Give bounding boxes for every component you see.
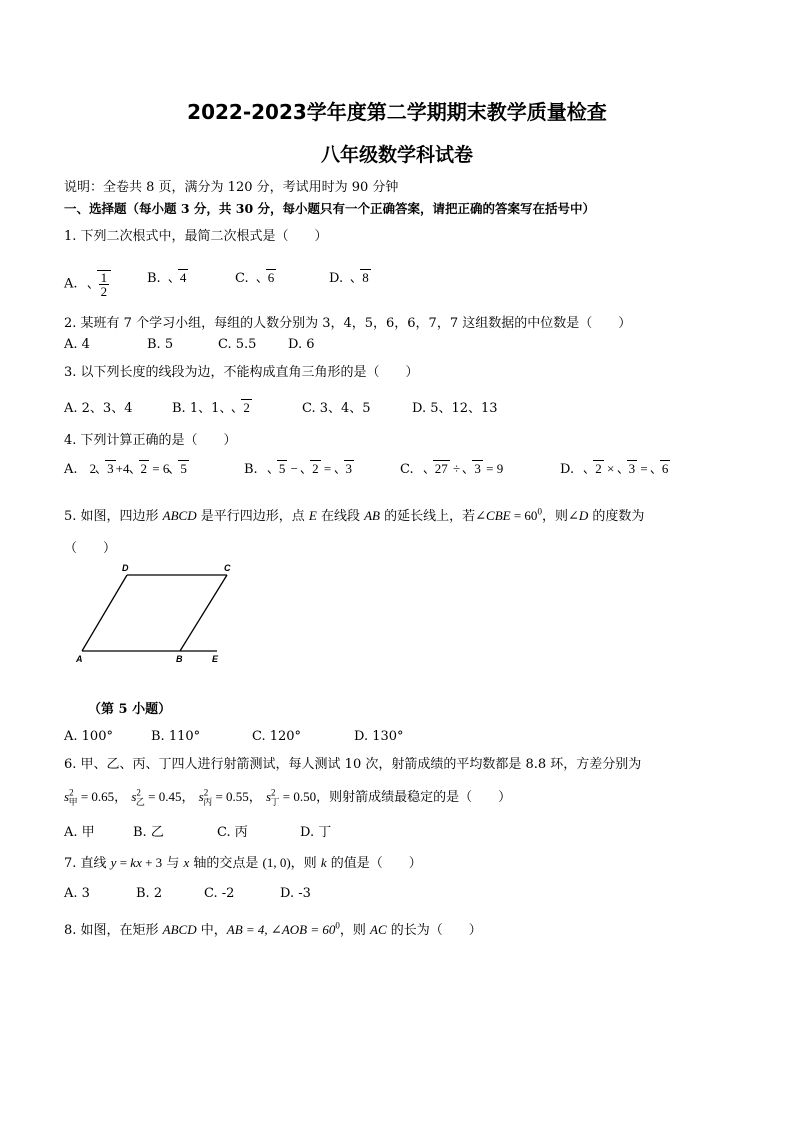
q6-sub-4: 丁	[270, 797, 280, 808]
q8-stem-a: 8. 如图，在矩形	[64, 923, 163, 938]
q5-stem-d: 的延长线上，若∠	[380, 509, 487, 524]
q7-option-d: D. -3	[280, 886, 311, 901]
q1-b-rad: 4	[179, 270, 187, 285]
q1-stem: 1. 下列二次根式中，最简二次根式是（ ）	[64, 229, 328, 244]
q4-d-label: D.	[560, 462, 575, 477]
parallelogram-figure	[72, 558, 242, 668]
q4-stem: 4. 下列计算正确的是（ ）	[64, 433, 237, 448]
q6-sub-2: 乙	[135, 797, 145, 808]
q6-option-d: D. 丁	[300, 825, 332, 840]
q4-option-b: B. 5 − 2 = 3	[244, 461, 353, 477]
fig-label-c: C	[224, 563, 231, 573]
q7-option-a: A. 3	[64, 886, 90, 901]
q4-option-a: A. 2 3 +4 2 = 6 5	[64, 461, 187, 477]
q2-option-b: B. 5	[147, 337, 174, 352]
q4-c-label: C.	[400, 462, 414, 477]
q5-abcd: ABCD	[162, 508, 197, 523]
q5-option-c: C. 120°	[252, 729, 302, 744]
q3-stem: 3. 以下列长度的线段为边，不能构成直角三角形的是（ ）	[64, 365, 419, 380]
q6-tail: ，则射箭成绩最稳定的是（ ）	[316, 790, 512, 805]
q1-option-d	[329, 270, 371, 286]
q1-d-rad: 8	[362, 270, 369, 285]
q5-stem-b: 是平行四边形，点	[196, 509, 309, 524]
fig-label-e: E	[212, 654, 219, 664]
section-heading: 一、选择题（每小题 3 分，共 30 分，每小题只有一个正确答案，请把正确的答案写在括号中）	[64, 201, 596, 216]
q5-option-b: B. 110°	[151, 729, 201, 744]
q8-stem	[64, 919, 482, 938]
fig-label-b: B	[176, 654, 183, 664]
q5-deg: 0	[537, 506, 542, 517]
fig-label-d: D	[122, 563, 129, 573]
q7-stem-b: 与	[162, 856, 184, 871]
q7-option-c: C. -2	[204, 886, 235, 901]
q8-deg: 0	[335, 920, 340, 931]
q6-option-a: A. 甲	[64, 825, 95, 840]
q1-a-den: 2	[100, 284, 108, 299]
q6-var-3: 0.55	[226, 789, 249, 804]
page-title: 2022-2023学年度第二学期期末教学质量检查	[187, 100, 607, 124]
q1-a-num: 1	[100, 270, 108, 285]
q3-b-rad: 2	[243, 400, 250, 415]
q5-stem	[64, 505, 644, 524]
q5-stem-a: 5. 如图，四边形	[64, 509, 163, 524]
q1-a-label: A.	[64, 276, 78, 292]
q7-stem-a: 7. 直线	[64, 856, 111, 871]
q1-a-sqrt	[88, 270, 112, 298]
q6-option-b: B. 乙	[133, 825, 164, 840]
q5-option-a: A. 100°	[64, 729, 113, 744]
q1-option-b	[147, 270, 188, 286]
q8-stem-b: 中，	[196, 923, 227, 938]
q8-cond: AB = 4, ∠AOB = 60	[226, 922, 336, 937]
q5-caption: （第 5 小题）	[88, 702, 172, 717]
q1-option-a	[64, 270, 111, 298]
q3-option-d: D. 5、12、13	[412, 401, 498, 416]
q6-var-1: 0.65	[91, 789, 115, 804]
q5-stem-f: ，则∠	[541, 509, 579, 524]
q6-var-4: 0.50	[293, 789, 317, 804]
q5-stem-e: = 60	[510, 508, 538, 523]
q8-ac: AC	[370, 922, 387, 937]
q2-option-a: A. 4	[64, 337, 90, 352]
q1-c-rad: 6	[267, 270, 275, 285]
q7-option-b: B. 2	[136, 886, 163, 901]
q6-sub-1: 甲	[68, 797, 78, 808]
q6-sub-3: 丙	[203, 797, 213, 808]
q3-option-a: A. 2、3、4	[64, 401, 133, 416]
q8-stem-d: 的长为（ ）	[386, 923, 482, 938]
q4-b-label: B.	[244, 462, 258, 477]
q6-var-2: 0.45	[158, 789, 182, 804]
q8-abcd: ABCD	[162, 922, 197, 937]
q5-paren: （ ）	[64, 541, 117, 556]
q5-stem-c: 在线段	[316, 509, 365, 524]
q7-stem-c: 轴的交点是	[189, 856, 263, 871]
q5-stem-g: 的度数为	[588, 509, 645, 524]
q5-d: D	[578, 508, 589, 523]
q6-variances: $s^2_甲 = 0.65$， $s^2_乙 = 0.45$， $s^2_丙 = 0.55$， $s^2_丁 = 0.50$，则射箭成绩最稳定的是（ ）	[64, 787, 512, 808]
q5-ab: AB	[364, 508, 380, 523]
q5-cbe: CBE	[486, 508, 511, 523]
q2-option-d: D. 6	[288, 337, 315, 352]
q6-option-c: C. 丙	[217, 825, 248, 840]
q3-option-c: C. 3、4、5	[302, 401, 371, 416]
q5-option-d: D. 130°	[354, 729, 404, 744]
q4-option-d: D. 2 × 3 = 6	[560, 461, 669, 477]
q1-b-label: B.	[147, 271, 161, 286]
q7-stem: 7. 直线 y = kx + 3 与 x 轴的交点是 (1, 0)，则 k 的值是（ ）	[64, 855, 422, 871]
q1-c-label: C.	[235, 271, 249, 286]
q7-stem-d: ，则	[290, 856, 321, 871]
q4-option-c: C. 27 ÷ 3 = 9	[400, 461, 504, 477]
q3-b-label: B. 1、1、	[172, 401, 233, 416]
q4-a-label: A.	[64, 462, 78, 477]
q2-stem: 2. 某班有 7 个学习小组，每组的人数分别为 3，4，5，6，6，7，7 这组数据的中位数是（ ）	[64, 316, 632, 331]
fig-label-a: A	[76, 654, 83, 664]
q7-point: (1, 0)	[262, 855, 291, 870]
q6-stem: 6. 甲、乙、丙、丁四人进行射箭测试，每人测试 10 次，射箭成绩的平均数都是 8.8 环，方差分别为	[64, 757, 642, 772]
q1-option-c	[235, 270, 276, 286]
q8-stem-c: ，则	[339, 923, 370, 938]
instructions: 说明：全卷共 8 页，满分为 120 分，考试用时为 90 分钟	[64, 180, 399, 195]
q2-option-c: C. 5.5	[218, 337, 257, 352]
q1-d-label: D.	[329, 271, 344, 286]
page-subtitle: 八年级数学科试卷	[320, 144, 473, 166]
q7-stem-e: 的值是（ ）	[326, 856, 422, 871]
q5-e: E	[308, 508, 317, 523]
q3-option-b	[172, 397, 252, 416]
